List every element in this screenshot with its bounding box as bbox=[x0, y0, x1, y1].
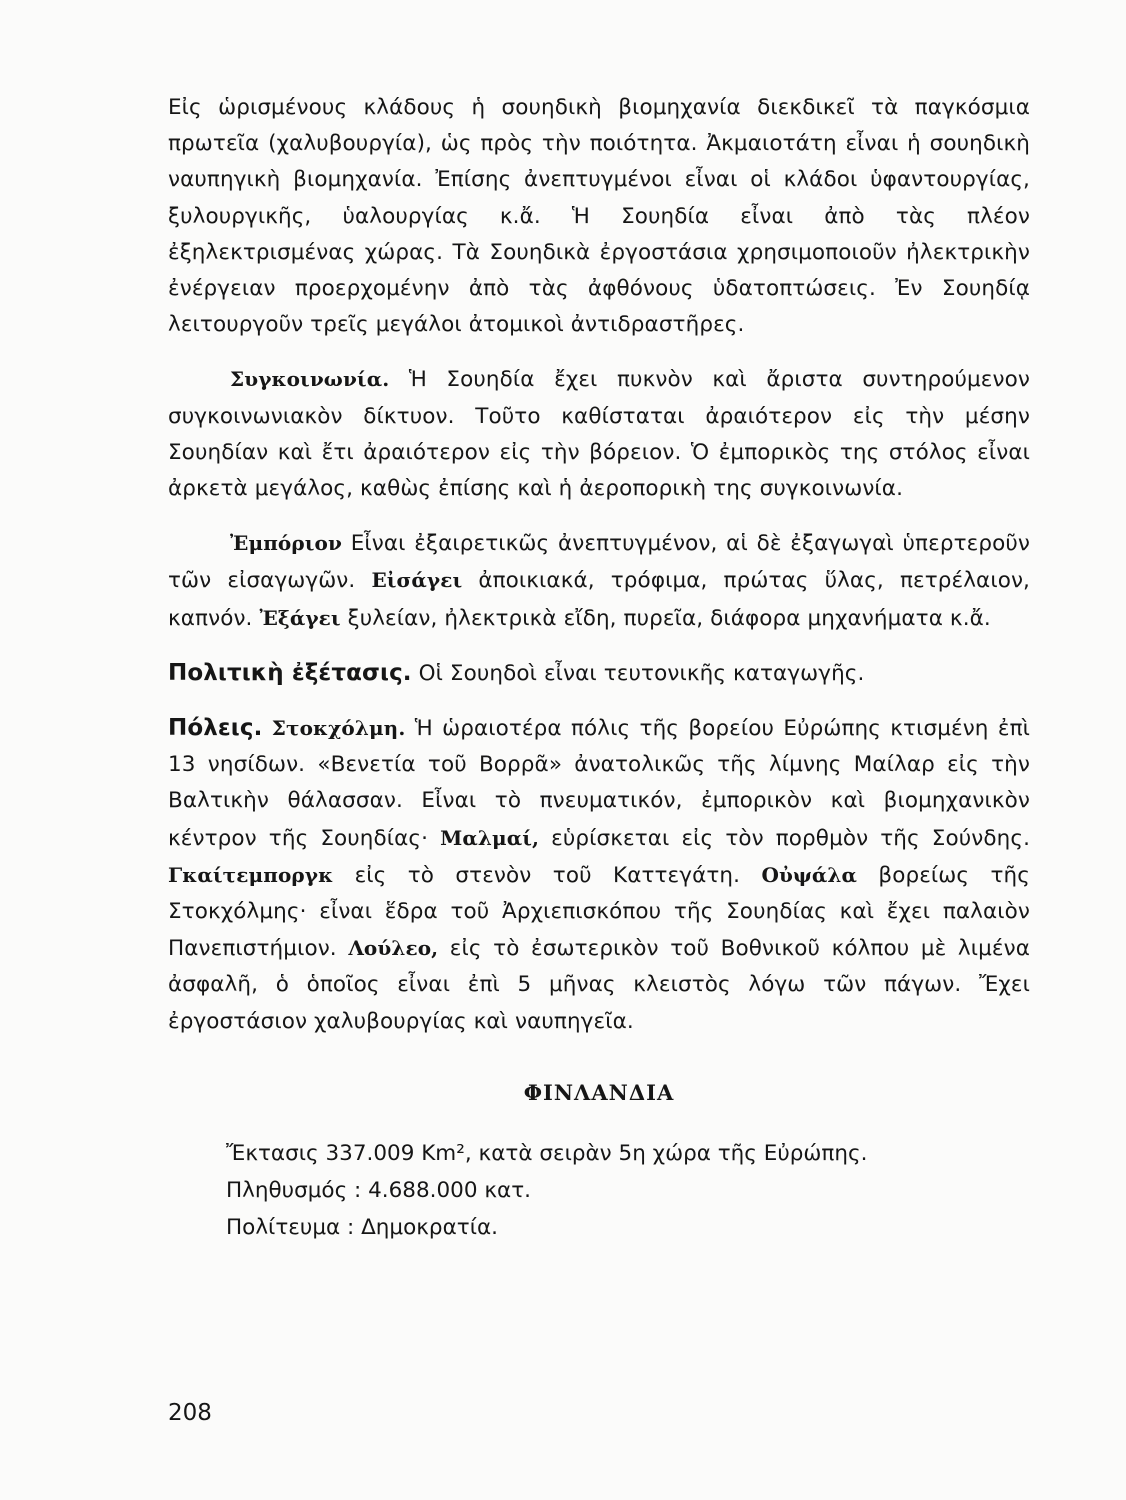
city-malmo: Μαλμαί, bbox=[440, 825, 540, 850]
page-body bbox=[168, 90, 1030, 1246]
politics-heading: Πολιτικὴ ἐξέτασις. bbox=[168, 659, 412, 686]
industry-paragraph: Εἰς ὡρισμένους κλάδους ἡ σουηδικὴ βιομηχανία διεκδικεῖ τὰ παγκόσμια πρωτεῖα (χαλυβουργία), ὡς πρὸς τὴν ποιότητα. Ἀκμαιοτάτη εἶναι ἡ σουηδικὴ ναυπηγικὴ βιομηχανία. Ἐπίσης ἀνεπτυγμένοι εἶναι οἱ κλάδοι ὑφαντουργίας, ξυλουργικῆς, ὑαλουργίας κ.ἄ. Ἡ Σουηδία εἶναι ἀπὸ τὰς πλέον ἐξηλεκτρισμένας χώρας. Τὰ Σουηδικὰ ἐργοστάσια χρησιμοποιοῦν ἠλεκτρικὴν ἐνέργειαν προερχομένην ἀπὸ τὰς ἀφθόνους ὑδατοπτώσεις. Ἐν Σουηδίᾳ λειτουργοῦν τρεῖς μεγάλοι ἀτομικοὶ ἀντιδραστῆρες. bbox=[168, 95, 1030, 338]
trade-text: Εἶναι ἐξαιρετικῶς ἀνεπτυγμένον, αἱ δὲ ἐξαγωγαὶ ὑπερτεροῦν τῶν εἰσαγωγῶν. bbox=[168, 531, 1030, 594]
stockholm-text: Ἡ ὡραιοτέρα πόλις τῆς βορείου Εὐρώπης κτισμένη ἐπὶ 13 νησίδων. «Βενετία τοῦ Βορρᾶ» ἀνατολικῶς τῆς λίμνης Μαίλαρ εἰς τὴν Βαλτικὴν θάλασσαν. Εἶναι τὸ πνευματικόν, ἐμπορικὸν καὶ βιομηχανικὸν κέντρον τῆς Σουηδίας· bbox=[168, 716, 1031, 851]
trade-heading: Ἐμπόριον bbox=[230, 531, 342, 556]
finland-facts bbox=[168, 1135, 1030, 1246]
communications-paragraph bbox=[168, 361, 1030, 507]
trade-paragraph bbox=[168, 525, 1030, 637]
finland-area: Ἔκτασις 337.009 Km², κατὰ σειρὰν 5η χώρα τῆς Εὐρώπης. bbox=[226, 1140, 868, 1166]
finland-government: Πολίτευμα : Δημοκρατία. bbox=[226, 1214, 498, 1240]
politics-text: Οἱ Σουηδοὶ εἶναι τευτονικῆς καταγωγῆς. bbox=[411, 660, 865, 686]
imports-label: Εἰσάγει bbox=[371, 568, 463, 593]
cities-paragraph bbox=[168, 710, 1030, 1040]
communications-text: Ἡ Σουηδία ἔχει πυκνὸν καὶ ἄριστα συντηρούμενον συγκοινωνιακὸν δίκτυον. Τοῦτο καθίσταται ἀραιότερον εἰς τὴν μέσην Σουηδίαν καὶ ἔτι ἀραιότερον εἰς τὴν βόρειον. Ὁ ἐμπορικὸς της στόλος εἶναι ἀρκετὰ μεγάλος, καθὼς ἐπίσης καὶ ἡ ἀεροπορικὴ της συγκοινωνία. bbox=[168, 367, 1030, 502]
city-stockholm: Στοκχόλμη. bbox=[271, 716, 406, 741]
imports-text: ἀποικιακά, τρόφιμα, πρώτας ὕλας, πετρέλαιον, καπνόν. bbox=[168, 568, 1030, 631]
politics-paragraph bbox=[168, 655, 1030, 692]
finland-population: Πληθυσμός : 4.688.000 κατ. bbox=[226, 1177, 531, 1203]
section-title-finland: ΦΙΝΛΑΝΔΙΑ bbox=[523, 1079, 675, 1105]
city-goteborg: Γκαίτεμποργκ bbox=[168, 862, 334, 887]
lulea-text: εἰς τὸ ἐσωτερικὸν τοῦ Βοθνικοῦ κόλπου μὲ λιμένα ἀσφαλῆ, ὁ ὁποῖος εἶναι ἐπὶ 5 μῆνας κλειστὸς λόγω τῶν πάγων. Ἔχει ἐργοστάσιον χαλυβουργίας καὶ ναυπηγεῖα. bbox=[168, 936, 1030, 1034]
communications-heading: Συγκοινωνία. bbox=[230, 367, 390, 392]
uppsala-text: βορείως τῆς Στοκχόλμης· εἶναι ἕδρα τοῦ Ἀρχιεπισκόπου τῆς Σουηδίας καὶ ἔχει παλαιὸν Πανεπιστήμιον. bbox=[168, 862, 1030, 962]
malmo-text: εὑρίσκεται εἰς τὸν πορθμὸν τῆς Σούνδης. bbox=[539, 825, 1031, 851]
city-lulea: Λούλεο, bbox=[348, 936, 439, 961]
exports-text: ξυλείαν, ἠλεκτρικὰ εἴδη, πυρεῖα, διάφορα μηχανήματα κ.ἄ. bbox=[340, 605, 991, 631]
city-uppsala: Οὐψάλα bbox=[761, 862, 857, 887]
page-number: 208 bbox=[168, 1400, 212, 1426]
cities-heading: Πόλεις. bbox=[168, 715, 263, 742]
goteborg-text: εἰς τὸ στενὸν τοῦ Καττεγάτη. bbox=[333, 862, 762, 888]
exports-label: Ἐξάγει bbox=[259, 605, 341, 630]
